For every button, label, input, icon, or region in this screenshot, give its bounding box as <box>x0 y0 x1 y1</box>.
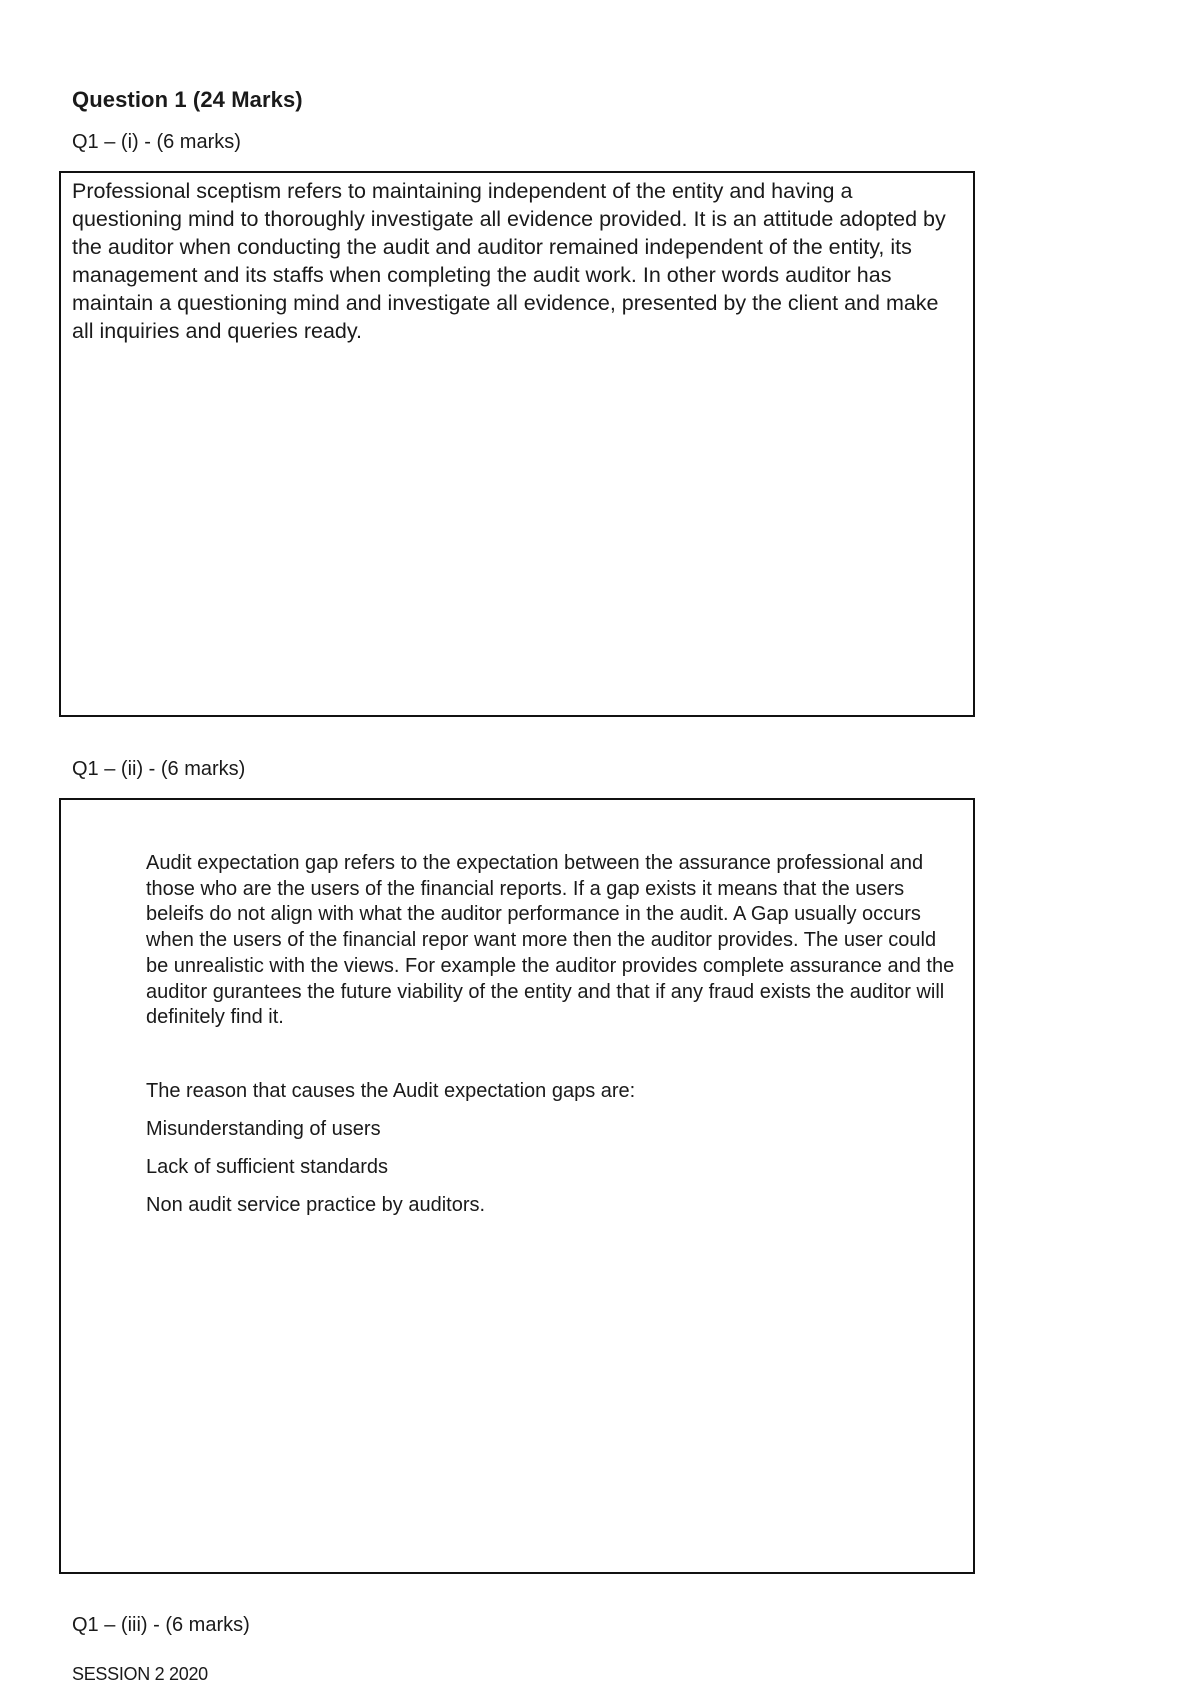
section-heading-q1-ii: Q1 – (ii) - (6 marks) <box>72 758 246 780</box>
reason-item: Misunderstanding of users <box>146 1117 381 1140</box>
answer-box-q1-ii <box>59 798 975 1574</box>
section-heading-q1-iii: Q1 – (iii) - (6 marks) <box>72 1614 250 1636</box>
reasons-intro: The reason that causes the Audit expectation gaps are: <box>146 1079 636 1102</box>
page-title: Question 1 (24 Marks) <box>72 87 303 112</box>
reason-item: Non audit service practice by auditors. <box>146 1193 486 1216</box>
answer-text-q1-ii: Audit expectation gap refers to the expectation between the assurance professional and those who are the users of the financial reports. If a gap exists it means that the users beleifs do not align with what the auditor performance in the audit. A Gap usually occurs when the users of the financial repor want more then the auditor provides. The user could be unrealistic with the views. For example the auditor provides complete assurance and the auditor gurantees the future viability of the entity and that if any fraud exists the auditor will definitely find it. <box>146 852 955 1029</box>
footer-session: SESSION 2 2020 <box>72 1664 208 1684</box>
answer-box-q1-i <box>59 171 975 717</box>
reason-item: Lack of sufficient standards <box>146 1155 388 1178</box>
section-heading-q1-i: Q1 – (i) - (6 marks) <box>72 131 241 153</box>
answer-text-q1-i: Professional sceptism refers to maintaining independent of the entity and having a questioning mind to thoroughly investigate all evidence provided. It is an attitude adopted by the auditor when conducting the audit and auditor remained independent of the entity, its management and its staffs when completing the audit work. In other words auditor has maintain a questioning mind and investigate all evidence, presented by the client and make all inquiries and queries ready. <box>72 179 946 343</box>
answer-content-q1-ii <box>146 851 959 1231</box>
